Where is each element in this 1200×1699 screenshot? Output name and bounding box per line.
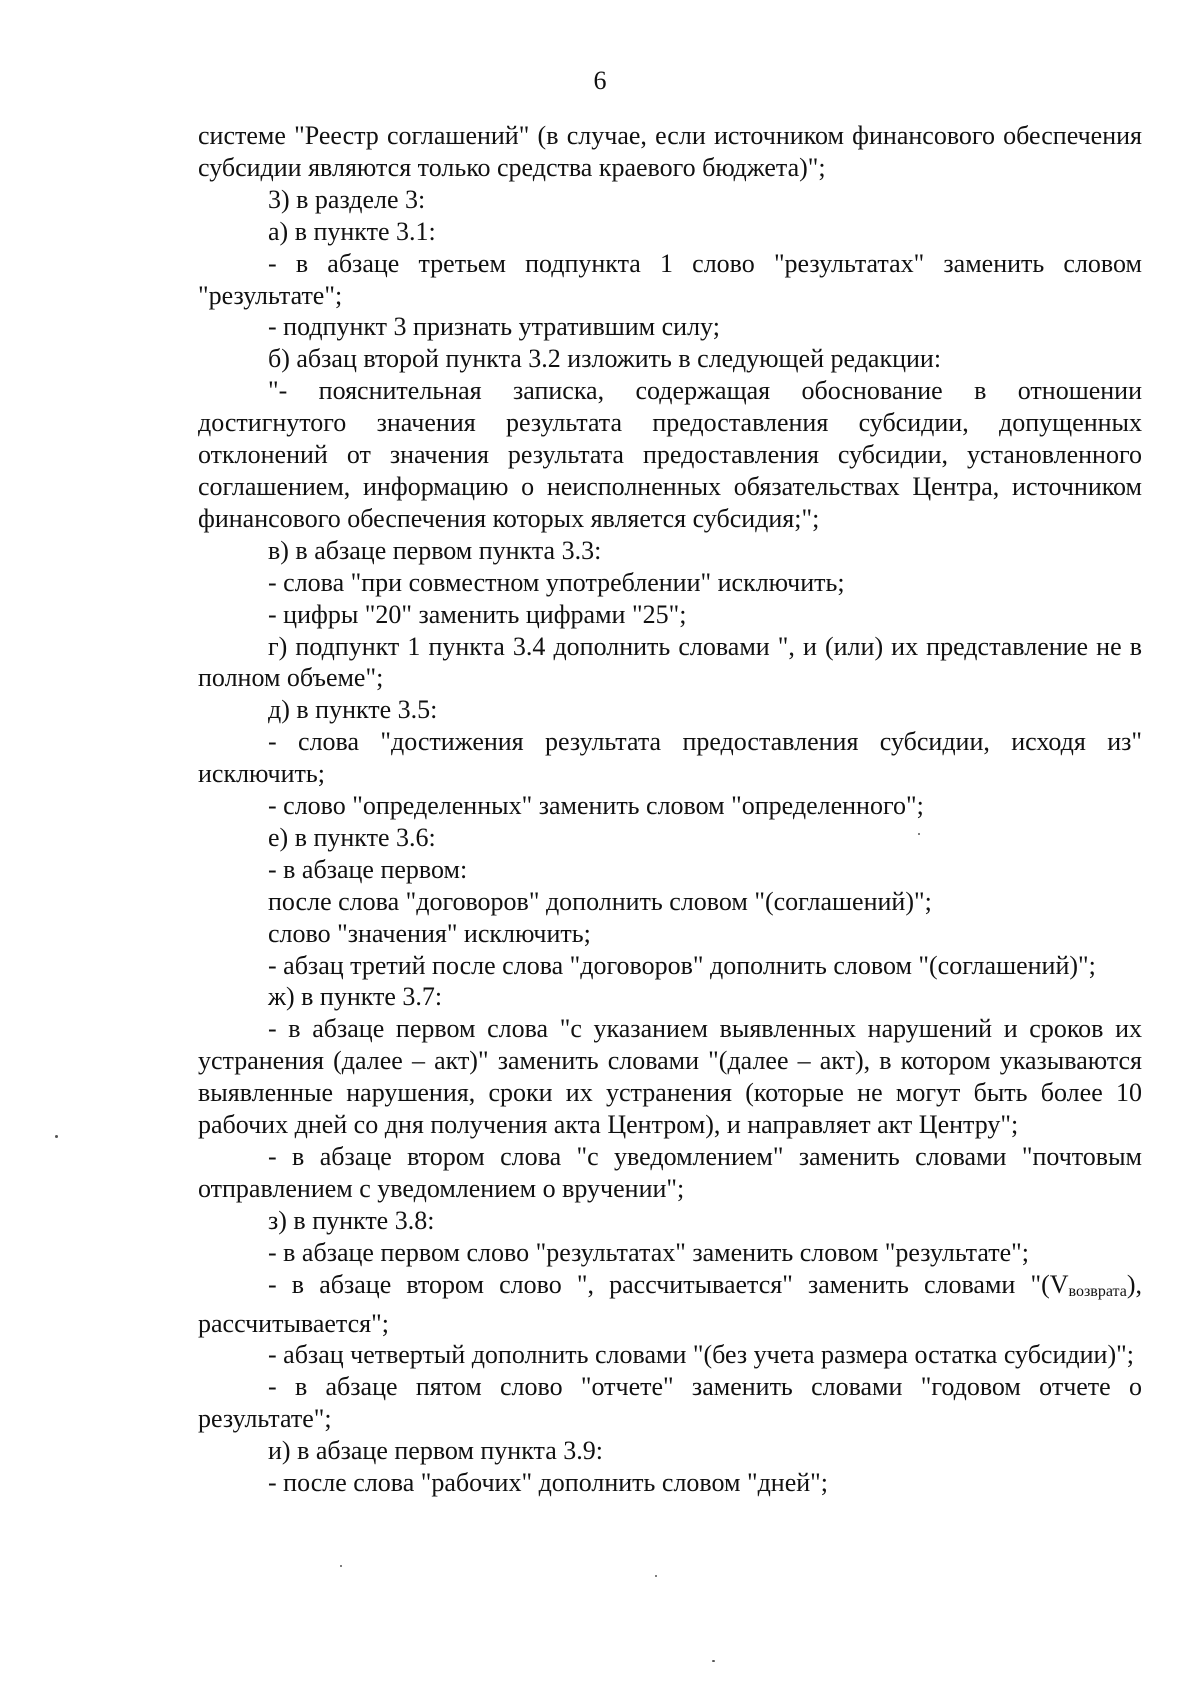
- paragraph-3: а) в пункте 3.1:: [268, 216, 436, 246]
- scan-speck: [340, 1565, 342, 1567]
- scan-speck: [55, 1135, 58, 1138]
- paragraph-7: "- пояснительная записка, содержащая обоснование в отношении достигнутого значения результата предоставления субсидии, допущенных отклонений от значения результата предоставления субсидии, установленного соглашением, информацию о неисполненных обязательствах Центра, источником финансового обеспечения которых является субсидия;";: [198, 376, 1142, 533]
- paragraph-9: - слова "при совместном употреблении" исключить;: [268, 567, 845, 597]
- paragraph-2: 3) в разделе 3:: [268, 184, 426, 214]
- paragraph-24: - в абзаце первом слово "результатах" заменить словом "результате";: [268, 1237, 1029, 1267]
- paragraph-18: слово "значения" исключить;: [268, 918, 591, 948]
- paragraph-26: - абзац четвертый дополнить словами "(без учета размера остатка субсидии)";: [268, 1340, 1134, 1370]
- paragraph-23: з) в пункте 3.8:: [268, 1205, 435, 1235]
- paragraph-11: г) подпункт 1 пункта 3.4 дополнить словами ", и (или) их представление не в полном объеме";: [198, 631, 1142, 693]
- paragraph-25: [198, 1269, 1142, 1340]
- paragraph-6: б) абзац второй пункта 3.2 изложить в следующей редакции:: [268, 344, 942, 374]
- scan-speck: [655, 1575, 657, 1577]
- paragraph-8: в) в абзаце первом пункта 3.3:: [268, 535, 602, 565]
- paragraph-22: - в абзаце втором слова "с уведомлением" заменить словами "почтовым отправлением с уведомлением о вручении";: [198, 1142, 1142, 1203]
- paragraph-25-tail: ), рассчитывается";: [198, 1269, 1142, 1338]
- paragraph-25-lead: - в абзаце втором слово ", рассчитывается" заменить словами "(V: [268, 1269, 1069, 1299]
- paragraph-4: - в абзаце третьем подпункта 1 слово "результатах" заменить словом "результате";: [198, 248, 1142, 310]
- paragraph-20: ж) в пункте 3.7:: [268, 982, 443, 1012]
- paragraph-17: после слова "договоров" дополнить словом "(соглашений)";: [268, 886, 932, 916]
- paragraph-1: системе "Реестр соглашений" (в случае, если источником финансового обеспечения субсидии являются только средства краевого бюджета)";: [198, 121, 1142, 182]
- paragraph-28: и) в абзаце первом пункта 3.9:: [268, 1436, 603, 1466]
- paragraph-21: - в абзаце первом слова "с указанием выявленных нарушений и сроков их устранения (далее – акт)" заменить словами "(далее – акт), в котором указываются выявленные нарушения, сроки их устранения (которые не могут быть более 10 рабочих дней со дня получения акта Центром), и направляет акт Центру";: [198, 1014, 1142, 1140]
- paragraph-29: - после слова "рабочих" дополнить словом "дней";: [268, 1468, 829, 1498]
- paragraph-16: - в абзаце первом:: [268, 854, 468, 884]
- paragraph-27: - в абзаце пятом слово "отчете" заменить словами "годовом отчете о результате";: [198, 1372, 1142, 1434]
- page-number: 6: [593, 66, 607, 95]
- paragraph-19: - абзац третий после слова "договоров" дополнить словом "(соглашений)";: [268, 950, 1096, 980]
- paragraph-12: д) в пункте 3.5:: [268, 695, 438, 725]
- paragraph-15: е) в пункте 3.6:: [268, 822, 436, 852]
- v-return-subscript: возврата: [1068, 1282, 1127, 1300]
- paragraph-10: - цифры "20" заменить цифрами "25";: [268, 599, 687, 629]
- paragraph-5: - подпункт 3 признать утратившим силу;: [268, 312, 720, 342]
- scan-speck: [712, 1660, 715, 1662]
- paragraph-13: - слова "достижения результата предоставления субсидии, исходя из" исключить;: [198, 727, 1142, 789]
- paragraph-14: - слово "определенных" заменить словом "определенного";: [268, 791, 924, 821]
- scan-speck: [918, 833, 920, 835]
- document-body: [198, 120, 1142, 1499]
